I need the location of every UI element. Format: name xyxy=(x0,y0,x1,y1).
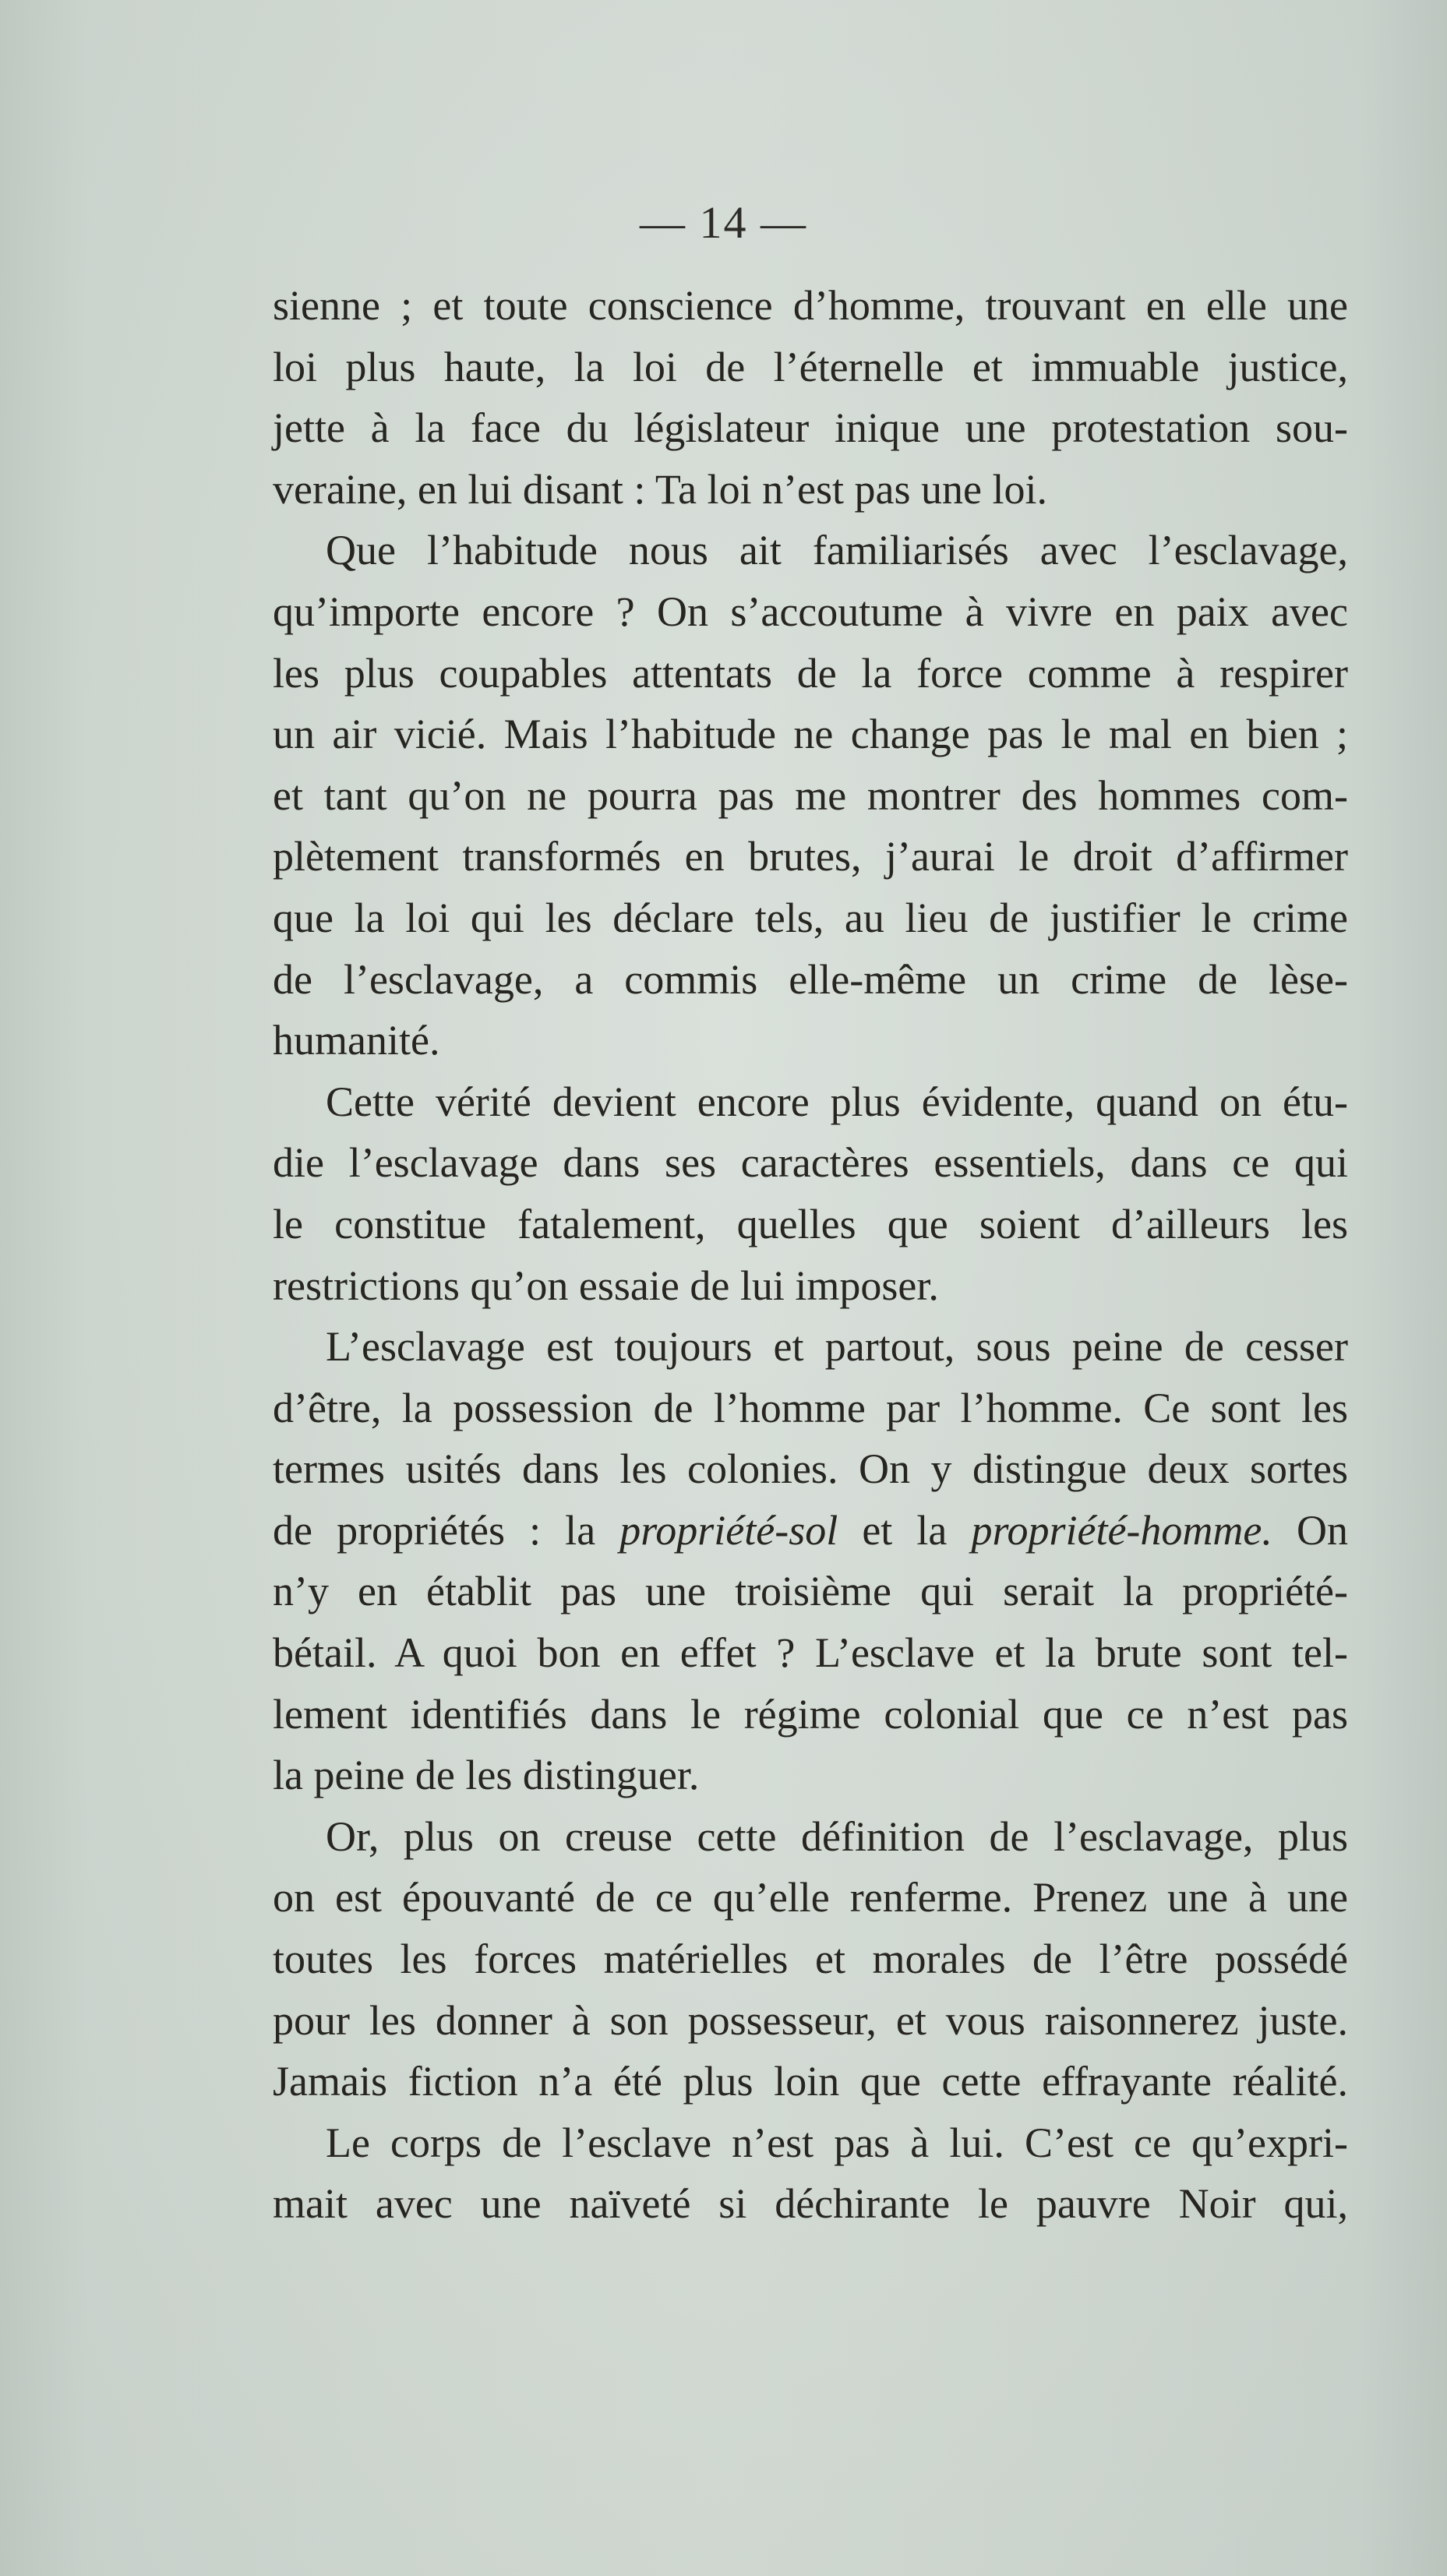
text-segment: On xyxy=(1272,1506,1348,1554)
text-line xyxy=(273,826,1348,887)
text-segment: Que l’habitude nous ait familiarisés avec l’esclavage, xyxy=(326,527,1348,574)
text-segment: veraine, en lui disant : Ta loi n’est pas une loi. xyxy=(273,465,1047,513)
text-segment: Le corps de l’esclave n’est pas à lui. C’est ce qu’expri- xyxy=(326,2119,1348,2166)
text-line xyxy=(273,1010,1348,1071)
text-line xyxy=(273,1500,1348,1561)
text-segment: le constitue fatalement, quelles que soient d’ailleurs les xyxy=(273,1200,1348,1247)
text-line xyxy=(273,397,1348,459)
text-line xyxy=(273,949,1348,1011)
text-line xyxy=(273,1806,1348,1868)
text-line xyxy=(273,1561,1348,1622)
page-number: — 14 — xyxy=(640,197,807,248)
text-segment: un air vicié. Mais l’habitude ne change pas le mal en bien ; xyxy=(273,711,1348,758)
text-line xyxy=(273,1622,1348,1684)
text-segment: sienne ; et toute conscience d’homme, trouvant en elle une xyxy=(273,282,1348,329)
text-line xyxy=(273,887,1348,949)
text-segment: que la loi qui les déclare tels, au lieu de justifier le crime xyxy=(273,894,1348,941)
text-segment: la peine de les distinguer. xyxy=(273,1752,700,1799)
text-line xyxy=(273,520,1348,581)
text-line xyxy=(273,2112,1348,2174)
text-line xyxy=(273,1438,1348,1500)
text-line xyxy=(273,765,1348,827)
text-line xyxy=(273,1684,1348,1745)
text-segment: mait avec une naïveté si déchirante le pauvre Noir qui, xyxy=(273,2180,1348,2228)
text-segment: loi plus haute, la loi de l’éternelle et immuable justice, xyxy=(273,343,1348,390)
text-line xyxy=(273,459,1348,520)
text-line xyxy=(273,1928,1348,1990)
text-segment: et tant qu’on ne pourra pas me montrer des hommes com- xyxy=(273,771,1348,819)
text-segment: et la xyxy=(838,1506,972,1554)
text-segment: pour les donner à son possesseur, et vous raisonnerez juste. xyxy=(273,1996,1348,2044)
text-segment: Cette vérité devient encore plus évidente, quand on étu- xyxy=(326,1078,1348,1125)
text-line xyxy=(273,1378,1348,1439)
text-segment: d’être, la possession de l’homme par l’homme. Ce sont les xyxy=(273,1384,1348,1431)
text-segment: toutes les forces matérielles et morales de l’être possédé xyxy=(273,1936,1348,1983)
text-line xyxy=(273,643,1348,704)
text-line xyxy=(273,2173,1348,2235)
text-segment: humanité. xyxy=(273,1017,440,1064)
text-segment: lement identifiés dans le régime colonial que ce n’est pas xyxy=(273,1690,1348,1738)
italic-term: propriété-sol xyxy=(619,1506,838,1554)
text-line xyxy=(273,1316,1348,1378)
text-line xyxy=(273,1867,1348,1928)
text-line xyxy=(273,1745,1348,1806)
text-line xyxy=(273,1071,1348,1133)
text-segment: jette à la face du législateur inique une protestation sou- xyxy=(273,404,1348,452)
text-segment: de l’esclavage, a commis elle-même un crime de lèse- xyxy=(273,955,1348,1003)
text-line xyxy=(273,337,1348,398)
text-segment: on est épouvanté de ce qu’elle renferme. Prenez une à une xyxy=(273,1874,1348,1921)
text-line xyxy=(273,581,1348,643)
text-segment: n’y en établit pas une troisième qui serait la propriété- xyxy=(273,1568,1348,1615)
text-segment: die l’esclavage dans ses caractères essentiels, dans ce qui xyxy=(273,1139,1348,1187)
text-segment: plètement transformés en brutes, j’aurai le droit d’affirmer xyxy=(273,833,1348,880)
text-segment: les plus coupables attentats de la force comme à respirer xyxy=(273,649,1348,697)
text-line xyxy=(273,1194,1348,1255)
text-segment: Jamais fiction n’a été plus loin que cette effrayante réalité. xyxy=(273,2058,1348,2105)
text-line xyxy=(273,275,1348,337)
text-segment: de propriétés : la xyxy=(273,1506,620,1554)
text-line xyxy=(273,2051,1348,2112)
text-line xyxy=(273,1132,1348,1194)
text-segment: termes usités dans les colonies. On y distingue deux sortes xyxy=(273,1445,1348,1493)
text-line xyxy=(273,1255,1348,1317)
text-segment: restrictions qu’on essaie de lui imposer. xyxy=(273,1262,939,1309)
text-segment: bétail. A quoi bon en effet ? L’esclave et la brute sont tel- xyxy=(273,1629,1348,1677)
text-segment: Or, plus on creuse cette définition de l’esclavage, plus xyxy=(326,1812,1348,1860)
text-segment: L’esclavage est toujours et partout, sous peine de cesser xyxy=(326,1323,1348,1371)
text-line xyxy=(273,1990,1348,2052)
italic-term: propriété-homme. xyxy=(971,1506,1272,1554)
text-line xyxy=(273,704,1348,765)
body-text xyxy=(273,275,1348,2235)
text-segment: qu’importe encore ? On s’accoutume à vivre en paix avec xyxy=(273,588,1348,635)
